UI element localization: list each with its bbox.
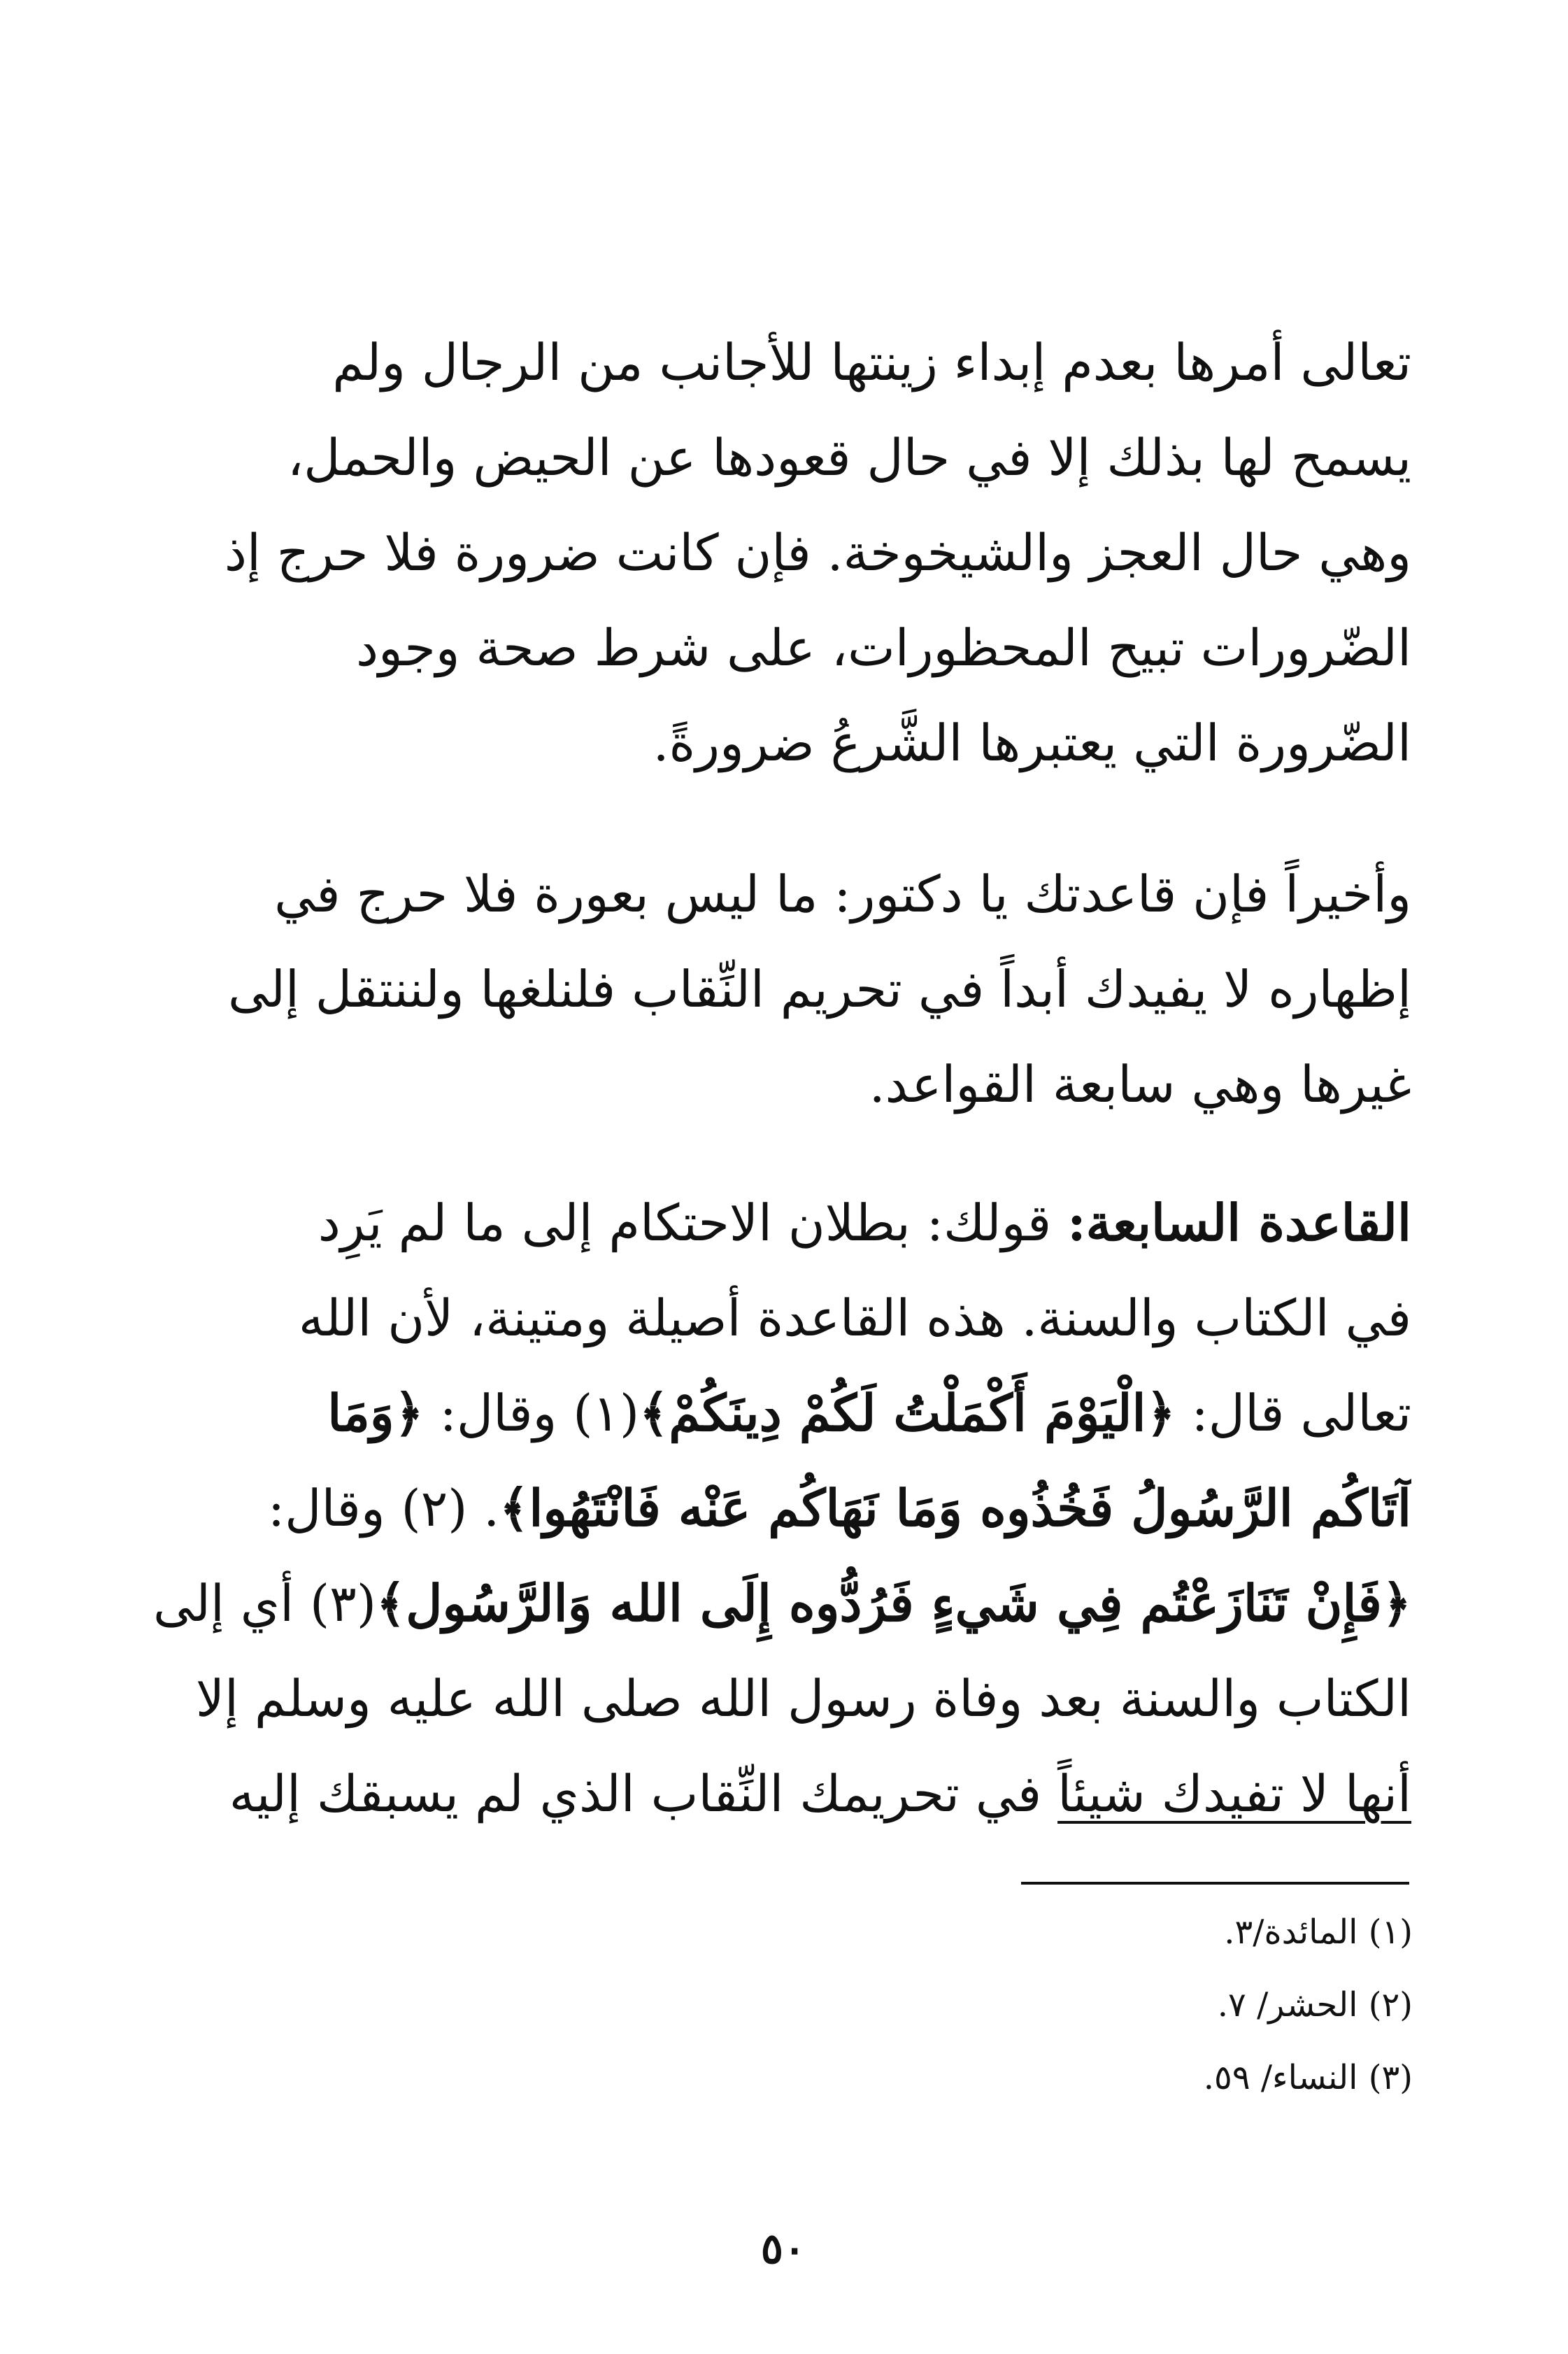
- text-line: [152, 1746, 1411, 1841]
- underlined-text: أنها لا تفيدك شيئاً: [1057, 1764, 1411, 1823]
- quran-verse: ﴿وَمَا: [327, 1383, 424, 1442]
- paragraph-2: [152, 846, 1411, 1132]
- footnote: (٢) الحشر/ ٧.: [1217, 1985, 1413, 2025]
- footnotes: [965, 1896, 1413, 2114]
- text-line: يسمح لها بذلك إلا في حال قعودها عن الحيض والحمل،: [287, 428, 1411, 487]
- rule-text: (٣) أي إلى: [152, 1574, 376, 1633]
- rule-text: (١) وقال:: [423, 1384, 640, 1442]
- text-line: غيرها وهي سابعة القواعد.: [869, 1055, 1411, 1114]
- text-line: [152, 1175, 1411, 1270]
- quran-verse: ﴿الْيَوْمَ أَكْمَلْتُ لَكُمْ دِينَكُمْ﴾: [639, 1383, 1176, 1442]
- footnote-separator: [1021, 1882, 1409, 1885]
- page-number: ٥٠: [760, 2225, 806, 2274]
- paragraph-rule-7: [152, 1175, 1411, 1841]
- text-line: وهي حال العجز والشيخوخة. فإن كانت ضرورة فلا حرج إذ: [224, 523, 1411, 582]
- text-line: إظهاره لا يفيدك أبداً في تحريم النِّقاب فلنلغها ولننتقل إلى: [227, 960, 1411, 1019]
- text-line: الضّرورة التي يعتبرها الشَّرعُ ضرورةً.: [653, 714, 1411, 772]
- rule-text: قولك: بطلان الاحتكام إلى ما لم يَرِد: [318, 1193, 1068, 1252]
- text-line: وأخيراً فإن قاعدتك يا دكتور: ما ليس بعورة فلا حرج في: [274, 865, 1411, 923]
- text-line: [152, 1556, 1411, 1651]
- paragraph-1: [152, 315, 1411, 790]
- footnote: (٣) النساء/ ٥٩.: [1203, 2058, 1413, 2097]
- text-line: [152, 1366, 1411, 1461]
- rule-text: تعالى قال:: [1175, 1384, 1411, 1442]
- rule-text: في تحريمك النِّقاب الذي لم يسبقك إليه: [229, 1764, 1058, 1823]
- text-line: في الكتاب والسنة. هذه القاعدة أصيلة ومتينة، لأن الله: [298, 1289, 1411, 1347]
- rule-heading: القاعدة السابعة:: [1067, 1193, 1411, 1252]
- text-line: الكتاب والسنة بعد وفاة رسول الله صلى الله عليه وسلم إلا: [195, 1669, 1411, 1728]
- text-line: [152, 1461, 1411, 1556]
- rule-text: . (٢) وقال:: [267, 1479, 500, 1538]
- quran-verse: ﴿فَإِنْ تَنَازَعْتُم فِي شَيءٍ فَرُدُّوه إِلَى الله وَالرَّسُول﴾: [376, 1573, 1411, 1633]
- footnote: (١) المائدة/٣.: [1224, 1913, 1413, 1952]
- text-line: تعالى أمرها بعدم إبداء زينتها للأجانب من الرجال ولم: [332, 333, 1411, 392]
- text-line: الضّرورات تبيح المحظورات، على شرط صحة وجود: [355, 618, 1411, 677]
- quran-verse: آتَاكُم الرَّسُولُ فَخُذُوه وَمَا نَهَاكُم عَنْه فَانْتَهُوا﴾: [499, 1478, 1411, 1538]
